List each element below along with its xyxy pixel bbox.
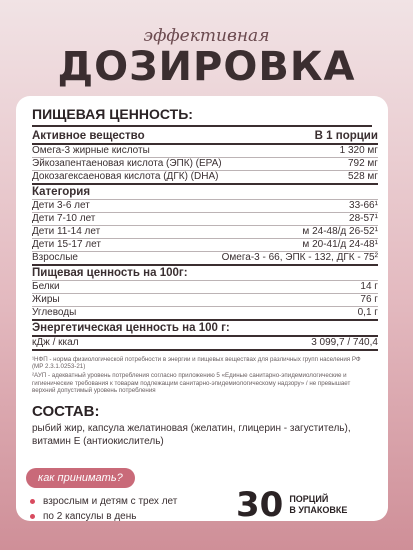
list-item-label: взрослым и детям с трех лет	[43, 496, 178, 507]
row-label: Дети 11-14 лет	[32, 226, 222, 239]
column-header-substance: Активное вещество	[32, 129, 222, 144]
row-label: Белки	[32, 281, 222, 294]
footnote-1: ¹НФП - норма физиологической потребности в энергии и пищевых веществах для различных групп населения РФ (МР 2.3.1.0253-21)	[32, 356, 361, 371]
list-item-label: по 2 капсулы в день	[43, 511, 137, 522]
table-row	[32, 226, 378, 239]
composition-text: рыбий жир, капсула желатиновая (желатин, глицерин - загуститель), витамин Е (антиокислитель)	[32, 423, 351, 448]
table-row	[32, 200, 378, 213]
row-value: 1 320 мг	[222, 144, 378, 158]
bullet-icon	[30, 499, 35, 504]
row-value: 33-66¹	[222, 200, 378, 213]
portions-label	[289, 494, 347, 516]
table-row	[32, 171, 378, 185]
row-label: Жиры	[32, 294, 222, 307]
table-row	[32, 307, 378, 321]
row-label: кДж / ккал	[32, 336, 222, 350]
section-header-energy: Энергетическая ценность на 100 г:	[32, 320, 378, 336]
row-value: Омега-3 - 66, ЭПК - 132, ДГК - 75²	[221, 252, 378, 263]
row-value: м 24-48/д 26-52¹	[222, 226, 378, 239]
usage-list	[30, 494, 177, 524]
row-label: Дети 3-6 лет	[32, 200, 222, 213]
row-label: Докозагексаеновая кислота (ДГК) (DHA)	[32, 171, 222, 185]
table-row	[32, 281, 378, 294]
table-row	[32, 158, 378, 171]
section-header-category: Категория	[32, 184, 378, 200]
section-header-row	[32, 265, 378, 281]
footnote-2: ²АУП - адекватный уровень потребления согласно приложению 5 «Единые санитарно-эпидемиологические и гигиенические требования к товарам подлежащим санитарно-эпидемиологическому надзору» / не превышает верхний допустимый уровень потребления	[32, 372, 351, 394]
row-value: м 20-41/д 24-48¹	[222, 239, 378, 252]
page-title: ДОЗИРОВКА	[57, 44, 356, 90]
portions-label-line2: В УПАКОВКЕ	[289, 505, 348, 515]
row-value: 0,1 г	[222, 307, 378, 321]
table-row	[32, 144, 378, 158]
table-row	[32, 252, 378, 266]
list-item	[30, 494, 177, 509]
table-row	[32, 294, 378, 307]
row-label: Взрослые	[32, 252, 222, 266]
portions-number: 30	[236, 485, 284, 525]
row-label: Эйкозапентаеновая кислота (ЭПК) (EPA)	[32, 158, 222, 169]
how-to-take-badge: как принимать?	[26, 468, 135, 488]
table-row	[32, 213, 378, 226]
row-value: 3 099,7 / 740,4	[222, 336, 378, 350]
row-label: Дети 15-17 лет	[32, 239, 222, 252]
nutrition-title: ПИЩЕВАЯ ЦЕННОСТЬ:	[32, 106, 372, 127]
table-row	[32, 239, 378, 252]
nutrition-table	[32, 129, 378, 351]
section-header-row	[32, 320, 378, 336]
row-value: 528 мг	[222, 171, 378, 185]
nutrition-card	[16, 96, 388, 521]
table-row	[32, 336, 378, 350]
row-value: 792 мг	[222, 158, 378, 171]
list-item	[30, 509, 177, 524]
composition-title: СОСТАВ:	[32, 403, 100, 421]
table-header-row	[32, 129, 378, 144]
footnotes	[32, 356, 372, 394]
row-label: Омега-3 жирные кислоты	[32, 144, 222, 158]
row-label: Углеводы	[32, 307, 222, 321]
section-header-row	[32, 184, 378, 200]
column-header-portion: В 1 порции	[222, 129, 378, 144]
row-value: 28-57¹	[222, 213, 378, 226]
section-header-per100: Пищевая ценность на 100г:	[32, 265, 378, 281]
portions-count	[236, 485, 347, 525]
page-subtitle: эффективная	[143, 26, 270, 46]
portions-label-line1: ПОРЦИЙ	[289, 494, 329, 504]
row-value: 76 г	[222, 294, 378, 307]
row-label: Дети 7-10 лет	[32, 213, 222, 226]
bullet-icon	[30, 514, 35, 519]
row-value: 14 г	[222, 281, 378, 294]
